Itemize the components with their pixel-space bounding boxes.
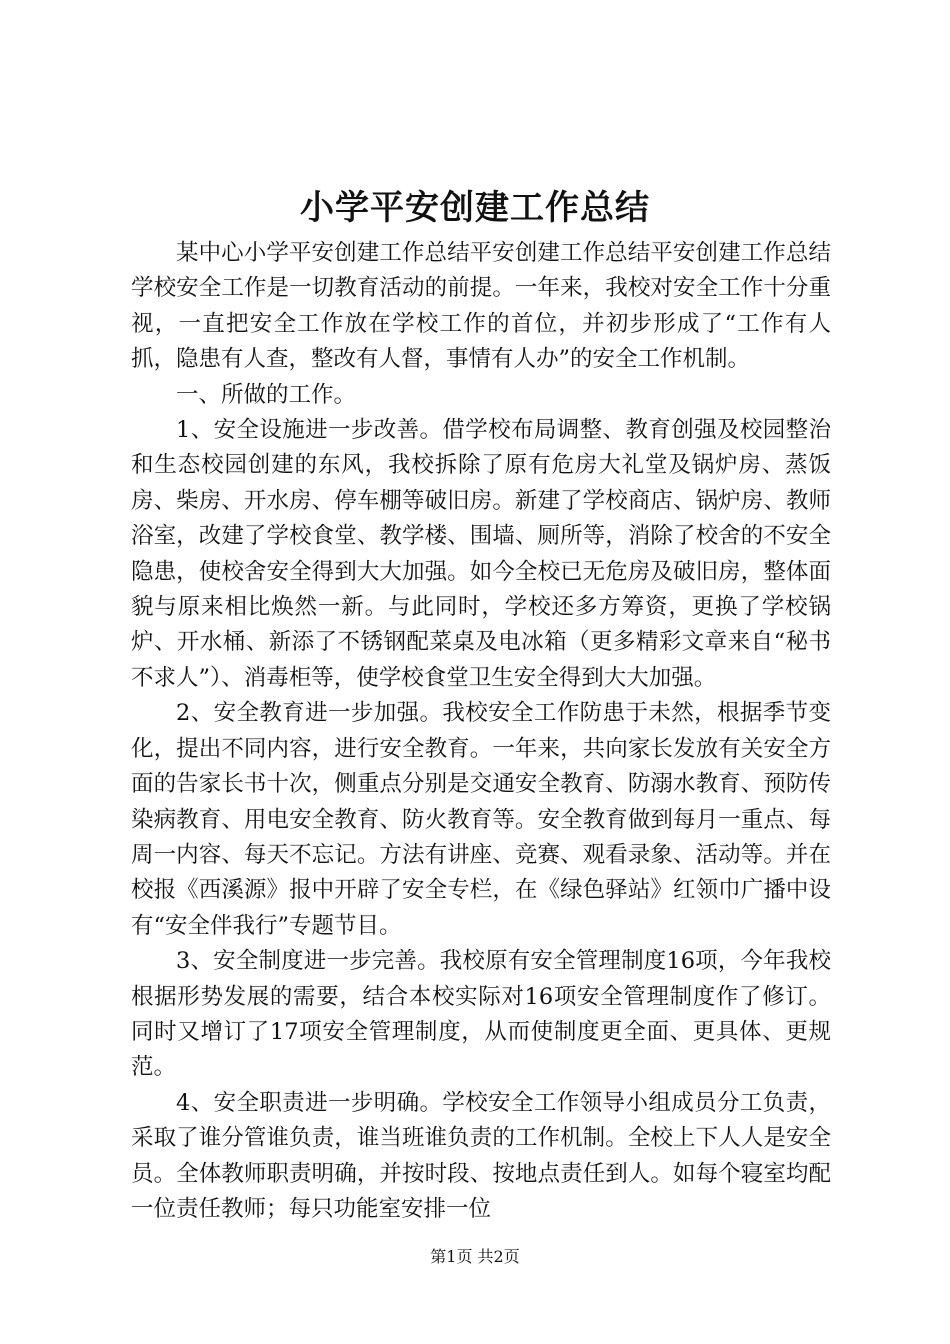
paragraph-item-3: 3、安全制度进一步完善。我校原有安全管理制度16项，今年我校根据形势发展的需要，结合本校实际对16项安全管理制度作了修订。同时又增订了17项安全管理制度，从而使制度更全面、更具体、更规范。 [131,948,831,1081]
paragraph-section-heading: 一、所做的工作。 [176,381,357,408]
paragraph-item-2: 2、安全教育进一步加强。我校安全工作防患于未然，根据季节变化，提出不同内容，进行安全教育。一年来，共向家长发放有关安全方面的告家长书十次，侧重点分别是交通安全教育、防溺水教育、预防传染病教育、用电安全教育、防火教育等。安全教育做到每月一重点、每周一内容、每天不忘记。方法有讲座、竞赛、观看录象、活动等。并在校报《西溪源》报中开辟了安全专栏，在《绿色驿站》红领巾广播中设有“安全伴我行”专题节目。 [131,700,831,939]
document-body [131,236,831,1227]
document-title: 小学平安创建工作总结 [300,188,650,228]
paragraph-item-4: 4、安全职责进一步明确。学校安全工作领导小组成员分工负责，采取了谁分管谁负责，谁当班谁负责的工作机制。全校上下人人是安全员。全体教师职责明确，并按时段、按地点责任到人。如每个寝室均配一位责任教师；每只功能室安排一位 [131,1089,831,1222]
paragraph-item-1: 1、安全设施进一步改善。借学校布局调整、教育创强及校园整治和生态校园创建的东风，我校拆除了原有危房大礼堂及锅炉房、蒸饭房、柴房、开水房、停车棚等破旧房。新建了学校商店、锅炉房、教师浴室，改建了学校食堂、教学楼、围墙、厕所等，消除了校舍的不安全隐患，使校舍安全得到大大加强。如今全校已无危房及破旧房，整体面貌与原来相比焕然一新。与此同时，学校还多方筹资，更换了学校锅炉、开水桶、新添了不锈钢配菜桌及电冰箱（更多精彩文章来自“秘书不求人”）、消毒柜等，使学校食堂卫生安全得到大大加强。 [131,417,831,691]
paragraph-intro: 某中心小学平安创建工作总结平安创建工作总结平安创建工作总结学校安全工作是一切教育活动的前提。一年来，我校对安全工作十分重视，一直把安全工作放在学校工作的首位，并初步形成了“工作有人抓，隐患有人查，整改有人督，事情有人办”的安全工作机制。 [131,240,831,373]
page-footer: 第1页 共2页 [430,1247,520,1266]
